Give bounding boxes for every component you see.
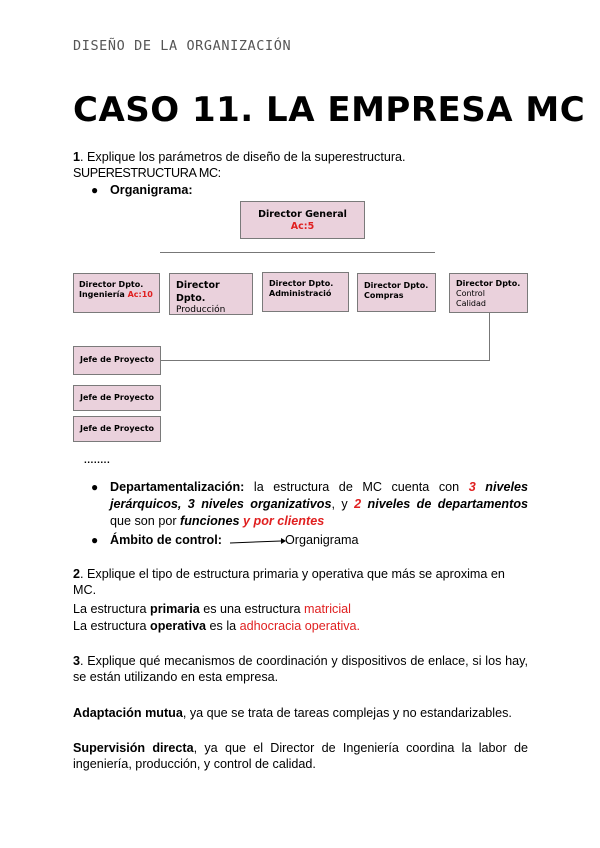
ingenieria-line-2: Ingeniería: [79, 290, 128, 299]
estructura-operativa-line: [73, 618, 360, 634]
operativa-text-a: La estructura: [73, 619, 151, 633]
ambito-label: Ámbito de control:: [110, 533, 222, 547]
question-1: [73, 149, 533, 165]
question-3-number: 3: [73, 654, 81, 668]
supervision-directa-paragraph: [73, 740, 528, 772]
produccion-line-2: Dpto.: [176, 292, 206, 304]
departamentalizacion-funciones: funciones: [180, 514, 240, 528]
jefe-proyecto-2-label: Jefe de Proyecto: [80, 393, 155, 402]
question-3-text: . Explique qué mecanismos de coordinación y dispositivos de enlace, si los hay, se están utilizando en esta empresa.: [73, 654, 528, 684]
adaptacion-mutua-label: Adaptación mutua: [73, 706, 183, 720]
calidad-line-1: Director Dpto.: [456, 279, 521, 288]
question-2-text: . Explique el tipo de estructura primaria y operativa que más se aproxima en MC.: [73, 567, 505, 597]
compras-line-2: Compras: [364, 291, 404, 300]
estructura-primaria-line: [73, 601, 351, 617]
ingenieria-line-1: Director Dpto.: [79, 280, 144, 289]
bullet-dot: ●: [91, 533, 99, 547]
box-produccion: [169, 273, 253, 315]
primaria-text-a: La estructura: [73, 602, 151, 616]
departamentalizacion-text-3: , y: [331, 497, 355, 511]
bullet-dot: ●: [91, 480, 99, 494]
produccion-line-3: Producción: [176, 305, 226, 315]
departamentalizacion-clientes: y por clientes: [239, 514, 325, 528]
superestructura-subtitle: SUPERESTRUCTURA MC:: [73, 166, 221, 180]
box-ingenieria: [73, 273, 160, 313]
departamentalizacion-text-5: que son por: [110, 514, 181, 528]
primaria-value: matricial: [304, 602, 351, 616]
question-2: [73, 566, 528, 598]
primaria-label: primaria: [150, 602, 200, 616]
box-jefe-proyecto-2: [73, 385, 161, 411]
operativa-label: operativa: [150, 619, 207, 633]
question-1-number: 1: [73, 150, 81, 164]
ellipsis-dots: ........: [84, 455, 111, 466]
departamentalizacion-text-1: la estructura de MC cuenta con: [244, 480, 469, 494]
administracion-line-1: Director Dpto.: [269, 279, 334, 288]
box-jefe-proyecto-3: [73, 416, 161, 442]
ambito-bullet: [91, 532, 222, 549]
adaptacion-mutua-text: , ya que se trata de tareas complejas y no estandarizables.: [182, 706, 512, 720]
box-compras: [357, 273, 436, 312]
box-jefe-proyecto-1: [73, 346, 161, 375]
box-administracion: [262, 272, 349, 312]
supervision-directa-label: Supervisión directa: [73, 741, 194, 755]
arrow-right-icon: [229, 537, 287, 547]
departamentalizacion-number-2: 2: [354, 497, 362, 511]
adaptacion-mutua-paragraph: [73, 705, 528, 721]
operativa-text-c: es la: [206, 619, 240, 633]
administracion-line-2: Administració: [269, 289, 332, 298]
page-title: CASO 11. LA EMPRESA MC: [73, 90, 586, 130]
supervision-directa-text: , ya que el Director de Ingeniería coordina la labor de ingeniería, producción, y control de calidad.: [73, 741, 528, 771]
jefe-proyecto-1-label: Jefe de Proyecto: [80, 355, 155, 364]
compras-line-1: Director Dpto.: [364, 281, 429, 290]
departamentalizacion-number-1: 3: [468, 480, 476, 494]
document-header: DISEÑO DE LA ORGANIZACIÓN: [73, 38, 292, 54]
produccion-line-1: Director: [176, 280, 220, 291]
organigrama-label: Organigrama:: [110, 183, 193, 197]
director-general-ac: Ac:5: [290, 221, 315, 232]
operativa-value: adhocracia operativa.: [239, 619, 361, 633]
departamentalizacion-label: Departamentalización:: [110, 480, 245, 494]
connector-jefe: [160, 360, 490, 361]
box-director-general: [240, 201, 365, 239]
box-calidad: [449, 273, 528, 313]
calidad-line-3: Calidad: [456, 299, 486, 308]
jefe-proyecto-3-label: Jefe de Proyecto: [80, 424, 155, 433]
departamentalizacion-text-2: niveles jerárquicos, 3 niveles organizativos: [110, 480, 528, 511]
connector-calidad-down: [489, 313, 490, 361]
departamentalizacion-text-4: niveles de departamentos: [361, 497, 529, 511]
departamentalizacion-bullet: [91, 479, 529, 530]
connector-horizontal: [160, 252, 435, 253]
question-1-text: . Explique los parámetros de diseño de la superestructura.: [80, 150, 406, 164]
bullet-dot: ●: [91, 183, 99, 197]
question-3: [73, 653, 528, 685]
organigrama-bullet: [91, 182, 193, 199]
ambito-target: Organigrama: [285, 533, 359, 547]
director-general-label: Director General: [258, 209, 347, 220]
ingenieria-ac: Ac:10: [127, 290, 153, 299]
primaria-text-c: es una estructura: [199, 602, 305, 616]
calidad-line-2: Control: [456, 289, 485, 298]
question-2-number: 2: [73, 567, 81, 581]
